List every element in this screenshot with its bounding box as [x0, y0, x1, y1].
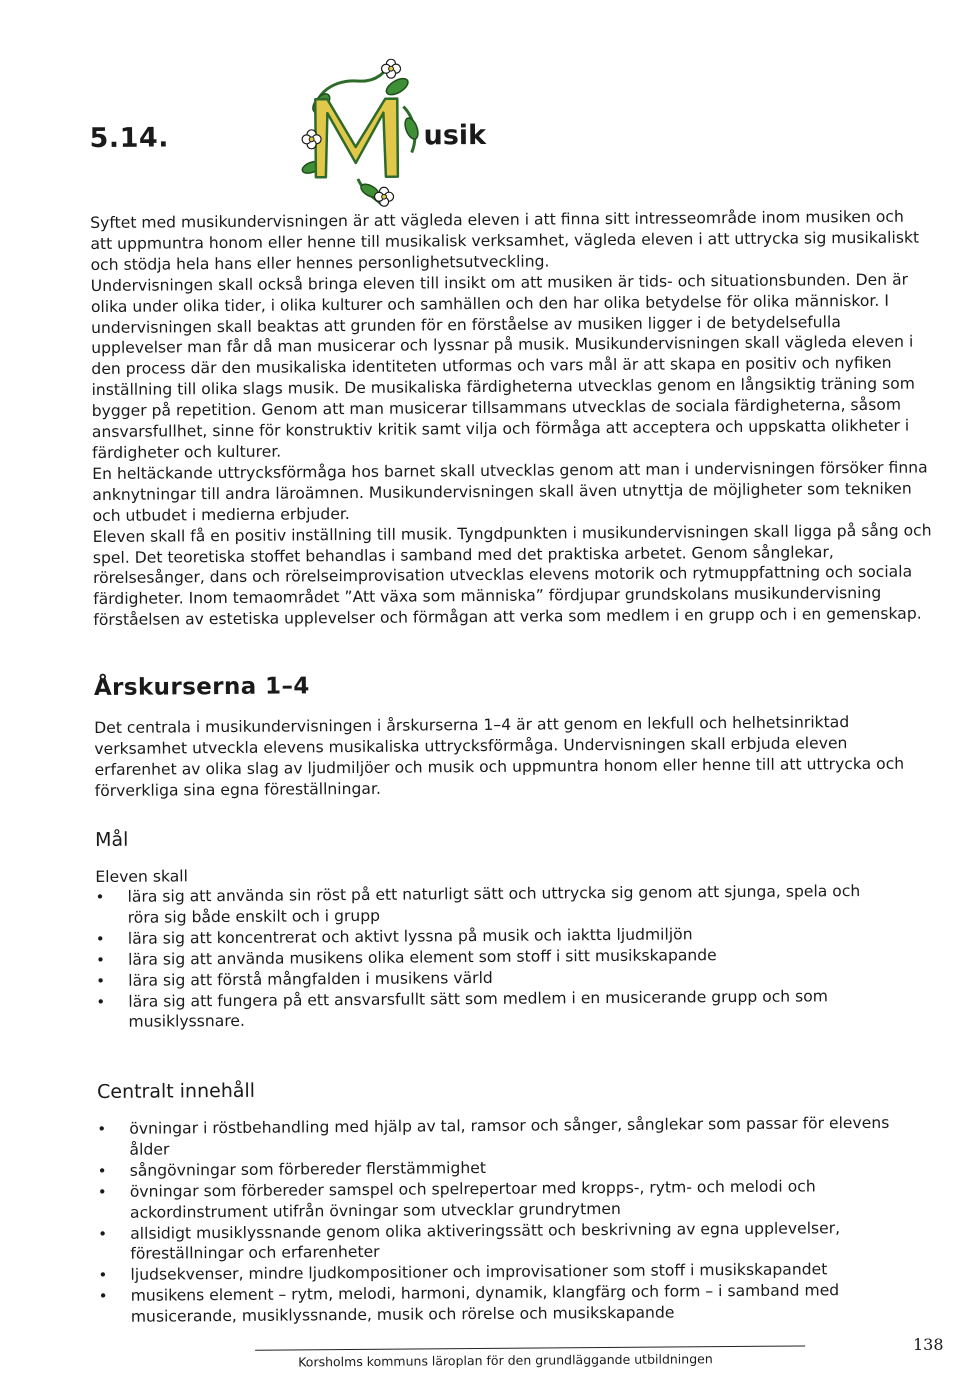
list-item: • musikens element – rytm, melodi, harmoni, dynamik, klangfärg och form – i samband med musicerande, musiklyssnande, musik och rörelse och musikskapande	[99, 1280, 899, 1328]
page-title: usik	[423, 119, 487, 152]
list-item: • allsidigt musiklyssnande genom olika aktiveringssätt och beskrivning av egna upplevelser, föreställningar och erfarenheter	[98, 1217, 898, 1265]
list-item: • lära sig att förstå mångfalden i musikens värld	[96, 964, 896, 991]
list-item: • övningar i röstbehandling med hjälp av tal, ramsor och sånger, sånglekar som passar för elevens ålder	[97, 1113, 897, 1161]
initial-letter: M	[355, 165, 358, 168]
list-item: • övningar som förbereder samspel och spelrepertoar med kropps-, rytm- och melodi och ackordinstrument utifrån övningar som utvecklar grundrytmen	[98, 1175, 898, 1223]
intro-text	[90, 206, 933, 631]
footer-text: Korsholms kommuns läroplan för den grundläggande utbildningen	[298, 1351, 713, 1370]
intro-paragraph: Syftet med musikundervisningen är att vägleda eleven i att finna sitt intresseområde inom musiken och att uppmuntra honom eller henne till musikalisk verksamhet, vägleda eleven i att uttrycka sig musikaliskt och stödja hela hans eller hennes personlighetsutveckling.	[90, 207, 920, 274]
grades-heading: Årskurserna 1–4	[93, 673, 310, 702]
intro-paragraph: Undervisningen skall också bringa eleven till insikt om att musiken är tids- och situationsbunden. Den är olika under olika tider, i olika kulturer och samhällen och den har olika betydelse för olika människor. I undervisningen skall beaktas att grunden för en förståelse av musiken ligger i de betydelsefulla upplevelser man får då man musicerar och lyssnar på musik. Musikundervisningen skall vägleda eleven i den process där den musikaliska identiteten utformas och vars mål är att skapa en positiv och nyfiken inställning till olika slags musik. De musikaliska färdigheterna utvecklas genom en långsiktig träning som bygger på repetition. Genom att man musicerar tillsammans utvecklas de sociala färdigheterna, såsom ansvarsfullhet, sinne för konstruktiv kritik samt vilja och förmåga att acceptera och uppskatta olikheter i färdigheter och kulturer.	[90, 270, 915, 463]
intro-paragraph: Eleven skall få en positiv inställning till musik. Tyngdpunkten i musikundervisningen skall ligga på sång och spel. Det teoretiska stoffet behandlas i samband med det praktiska arbetet. Genom sånglekar, rörelsesånger, dans och rörelseimprovisation utvecklas elevens motorik och rytmuppfattning och sociala färdigheter. Inom temaområdet ”Att växa som människa” fördjupar grundskolans musikundervisning förståelsen av estetiska upplevelser och förmågan att verka som medlem i en grupp och i en gemenskap.	[92, 521, 932, 630]
floral-initial-m-icon	[299, 58, 422, 209]
goals-heading: Mål	[95, 828, 129, 852]
list-item: • lära sig att fungera på ett ansvarsfullt sätt som medlem i en musicerande grupp och som musiklyssnare.	[96, 985, 896, 1033]
list-item: • ljudsekvenser, mindre ljudkompositioner och improvisationer som stoff i musikskapandet	[98, 1259, 898, 1286]
list-item: • lära sig att koncentrerat och aktivt lyssna på musik och iaktta ljudmiljön	[96, 923, 896, 950]
decorated-initial	[299, 58, 422, 209]
page-number: 138	[913, 1335, 944, 1354]
list-item: • lära sig att använda sin röst på ett naturligt sätt och uttrycka sig genom att sjunga, spela och röra sig både enskilt och i grupp	[95, 881, 895, 929]
grades-paragraph: Det centrala i musikundervisningen i årskurserna 1–4 är att genom en lekfull och helhetsinriktad verksamhet utveckla elevens musikaliska uttrycksförmåga. Undervisningen skall erbjuda eleven erfarenhet av olika slag av ljudmiljöer och musik och uppmuntra honom eller henne till att uttrycka och förverkliga sina egna föreställningar.	[94, 713, 905, 800]
intro-paragraph: En heltäckande uttrycksförmåga hos barnet skall utvecklas genom att man i undervisningen försöker finna anknytningar till andra läroämnen. Musikundervisningen skall även utnyttja de möjligheter som tekniken och utbudet i medierna erbjuder.	[92, 458, 928, 525]
list-item: • lära sig att använda musikens olika element som stoff i sitt musikskapande	[96, 943, 896, 970]
content-list	[97, 1113, 899, 1328]
content-heading: Centralt innehåll	[96, 1079, 256, 1104]
section-number: 5.14.	[89, 122, 170, 155]
goals-list	[95, 881, 896, 1034]
list-item: • sångövningar som förbereder flerstämmighet	[98, 1155, 898, 1182]
footer-divider	[255, 1345, 805, 1350]
goals-lead: Eleven skall	[95, 867, 188, 887]
